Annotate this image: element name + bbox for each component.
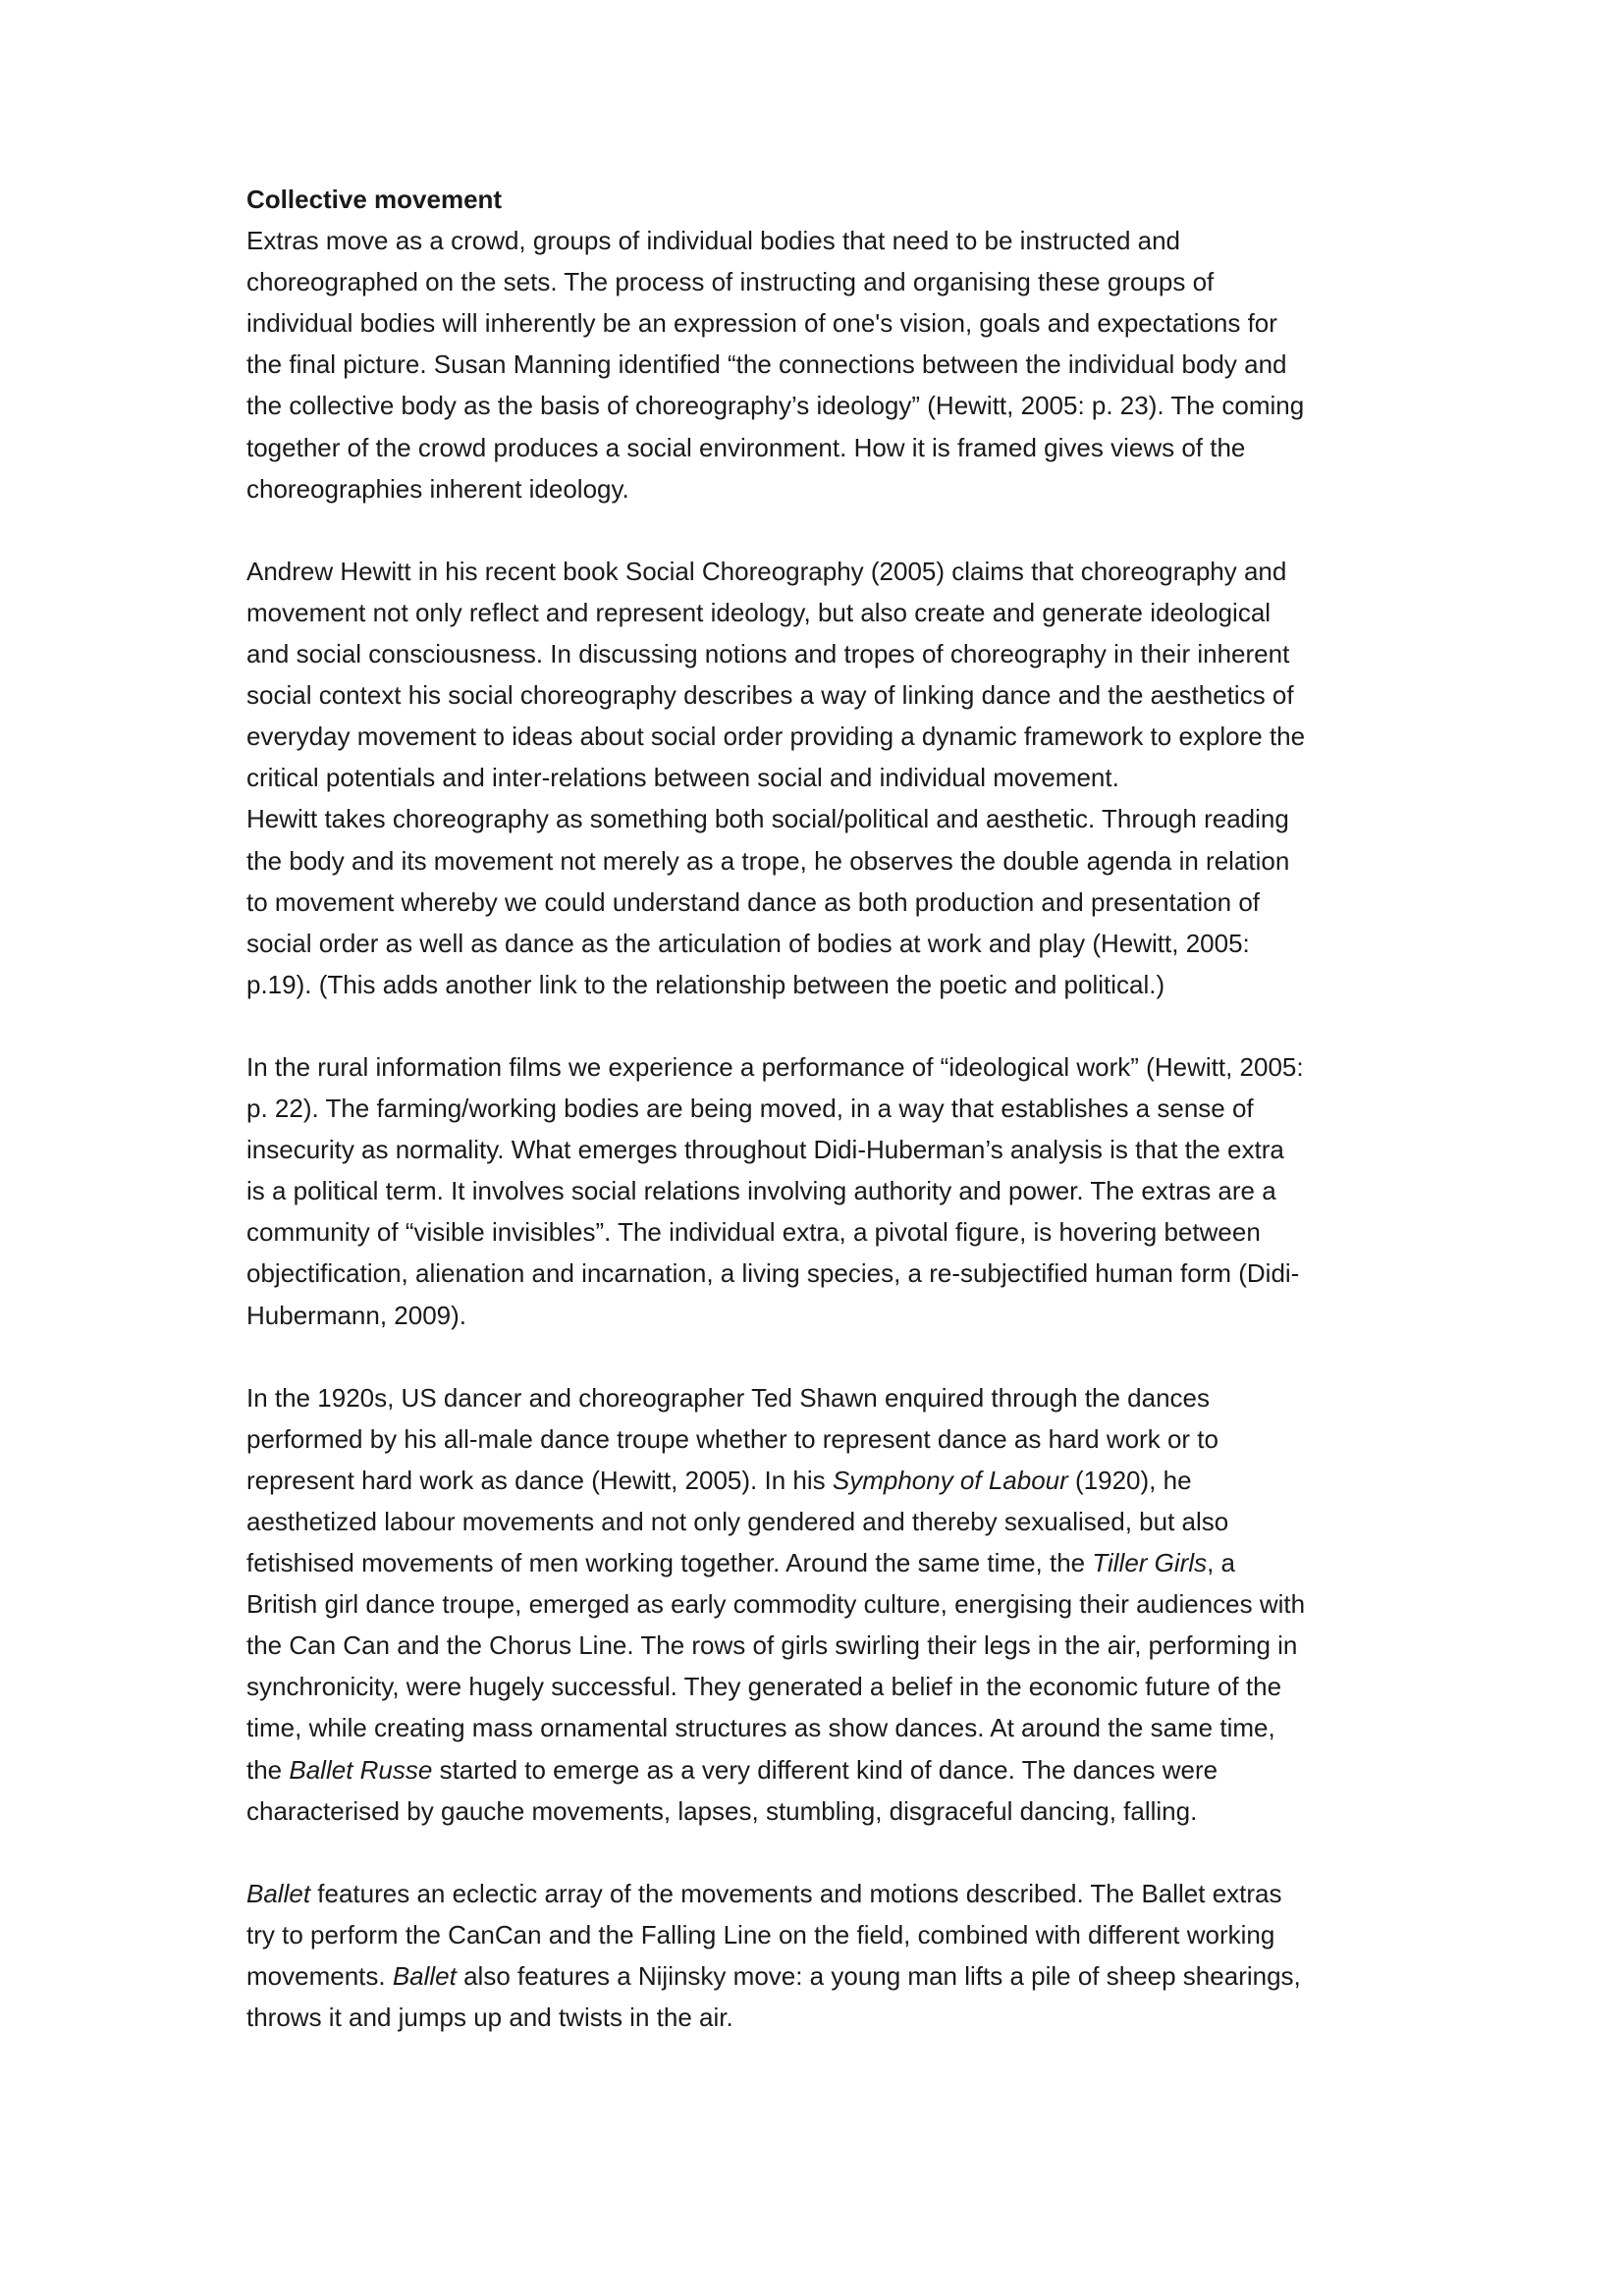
text-segment: critical potentials and inter-relations between social and individual movement. <box>246 763 1119 793</box>
text-segment: try to perform the CanCan and the Falling Line on the field, combined with different working <box>246 1919 1275 1949</box>
text-segment: features an eclectic array of the movements and motions described. The Ballet extras <box>310 1878 1282 1908</box>
text-segment: social order as well as dance as the articulation of bodies at work and play (Hewitt, 2005: <box>246 928 1250 958</box>
text-segment: movements. <box>246 1961 393 1992</box>
text-line <box>246 1170 1405 1211</box>
text-segment: aesthetized labour movements and not only gendered and thereby sexualised, but also <box>246 1507 1229 1536</box>
text-line <box>246 840 1405 881</box>
text-line <box>246 344 1405 385</box>
text-segment: the body and its movement not merely as a trope, he observes the double agenda in relation <box>246 845 1290 876</box>
italic-title: Symphony of Labour <box>832 1465 1068 1495</box>
text-segment: Andrew Hewitt in his recent book Social Choreography (2005) claims that choreography and <box>246 556 1287 586</box>
text-segment: community of “visible invisibles”. The individual extra, a pivotal figure, is hovering between <box>246 1217 1261 1248</box>
text-segment: In the rural information films we experience a performance of “ideological work” (Hewitt, 2005: <box>246 1051 1304 1082</box>
text-line <box>246 427 1405 468</box>
text-segment: performed by his all-male dance troupe whether to represent dance as hard work or to <box>246 1423 1218 1454</box>
text-line <box>246 1460 1405 1501</box>
text-line <box>246 798 1405 839</box>
text-line <box>246 674 1405 716</box>
text-segment: is a political term. It involves social relations involving authority and power. The extras are a <box>246 1176 1276 1206</box>
text-segment: movement not only reflect and represent ideology, but also create and generate ideological <box>246 597 1272 627</box>
text-line <box>246 1749 1405 1790</box>
text-line <box>246 1666 1405 1707</box>
text-segment: Hubermann, 2009). <box>246 1300 467 1330</box>
text-segment: throws it and jumps up and twists in the air. <box>246 2002 733 2033</box>
text-segment: also features a Nijinsky move: a young man lifts a pile of sheep shearings, <box>456 1961 1301 1992</box>
text-segment: and social consciousness. In discussing notions and tropes of choreography in their inherent <box>246 639 1290 669</box>
text-segment: fetishised movements of men working together. Around the same time, the <box>246 1548 1093 1578</box>
text-line <box>246 468 1405 509</box>
text-line <box>246 385 1405 426</box>
text-line <box>246 716 1405 757</box>
text-segment: individual bodies will inherently be an expression of one's vision, goals and expectations for <box>246 308 1277 339</box>
text-segment: the collective body as the basis of choreography’s ideology” (Hewitt, 2005: p. 23). The coming <box>246 391 1305 421</box>
text-segment: started to emerge as a very different kind of dance. The dances were <box>432 1754 1218 1785</box>
italic-title: Ballet <box>392 1961 457 1992</box>
text-line <box>246 1501 1405 1542</box>
text-line <box>246 1418 1405 1460</box>
paragraph-gap <box>246 509 1405 551</box>
paragraph-gap <box>246 1336 1405 1377</box>
text-line <box>246 1997 1405 2038</box>
text-line <box>246 1211 1405 1253</box>
italic-title: Tiller Girls <box>1092 1548 1208 1578</box>
text-line <box>246 1914 1405 1955</box>
text-segment: p.19). (This adds another link to the relationship between the poetic and political.) <box>246 969 1165 999</box>
text-line <box>246 1129 1405 1170</box>
text-line <box>246 633 1405 674</box>
text-segment: represent hard work as dance (Hewitt, 2005). In his <box>246 1465 833 1495</box>
text-segment: characterised by gauche movements, lapses, stumbling, disgraceful dancing, falling. <box>246 1795 1198 1826</box>
text-line <box>246 1542 1405 1583</box>
document-body <box>246 179 1405 2038</box>
text-line <box>246 302 1405 344</box>
text-line <box>246 1377 1405 1418</box>
text-segment: the Can Can and the Chorus Line. The rows of girls swirling their legs in the air, performing in <box>246 1630 1298 1661</box>
text-segment: choreographed on the sets. The process of instructing and organising these groups of <box>246 267 1215 297</box>
text-line <box>246 1707 1405 1748</box>
text-line <box>246 551 1405 592</box>
text-segment: together of the crowd produces a social environment. How it is framed gives views of the <box>246 432 1246 462</box>
text-line <box>246 1088 1405 1129</box>
text-segment: (1920), he <box>1067 1465 1192 1495</box>
text-segment: , a <box>1207 1548 1236 1578</box>
text-segment: insecurity as normality. What emerges throughout Didi-Huberman’s analysis is that the extra <box>246 1135 1284 1165</box>
paragraph-gap <box>246 1005 1405 1046</box>
paragraph <box>246 220 1405 509</box>
text-line <box>246 1583 1405 1625</box>
text-line <box>246 964 1405 1005</box>
text-line <box>246 881 1405 923</box>
text-segment: p. 22). The farming/working bodies are being moved, in a way that establishes a sense of <box>246 1094 1254 1124</box>
paragraph <box>246 551 1405 1005</box>
paragraph <box>246 1873 1405 2038</box>
text-segment: objectification, alienation and incarnation, a living species, a re-subjectified human form (Didi- <box>246 1258 1300 1289</box>
text-line <box>246 1873 1405 1914</box>
text-line <box>246 1253 1405 1294</box>
text-segment: choreographies inherent ideology. <box>246 473 629 504</box>
paragraph <box>246 1377 1405 1832</box>
text-line <box>246 261 1405 302</box>
text-segment: social context his social choreography describes a way of linking dance and the aesthetics of <box>246 680 1294 711</box>
italic-title: Ballet Russe <box>289 1754 433 1785</box>
text-line <box>246 1955 1405 1997</box>
text-line <box>246 220 1405 261</box>
text-segment: Hewitt takes choreography as something both social/political and aesthetic. Through reading <box>246 804 1289 834</box>
text-segment: everyday movement to ideas about social order providing a dynamic framework to explore the <box>246 721 1306 752</box>
text-line <box>246 757 1405 798</box>
text-line <box>246 1625 1405 1666</box>
text-line <box>246 923 1405 964</box>
section-heading: Collective movement <box>246 185 503 214</box>
text-segment: In the 1920s, US dancer and choreographer Ted Shawn enquired through the dances <box>246 1382 1210 1413</box>
text-segment: Extras move as a crowd, groups of individual bodies that need to be instructed and <box>246 226 1181 256</box>
text-segment: British girl dance troupe, emerged as early commodity culture, energising their audiences with <box>246 1589 1306 1620</box>
paragraph <box>246 1046 1405 1336</box>
italic-title: Ballet <box>246 1878 311 1908</box>
paragraph-gap <box>246 1832 1405 1873</box>
text-line <box>246 592 1405 633</box>
text-segment: time, while creating mass ornamental structures as show dances. At around the same time, <box>246 1713 1275 1743</box>
text-segment: the <box>246 1754 290 1785</box>
text-segment: the final picture. Susan Manning identified “the connections between the individual body and <box>246 349 1287 380</box>
text-line <box>246 1790 1405 1832</box>
text-segment: to movement whereby we could understand dance as both production and presentation of <box>246 886 1261 917</box>
text-segment: synchronicity, were hugely successful. They generated a belief in the economic future of the <box>246 1672 1282 1702</box>
text-line <box>246 1046 1405 1088</box>
text-line <box>246 1295 1405 1336</box>
